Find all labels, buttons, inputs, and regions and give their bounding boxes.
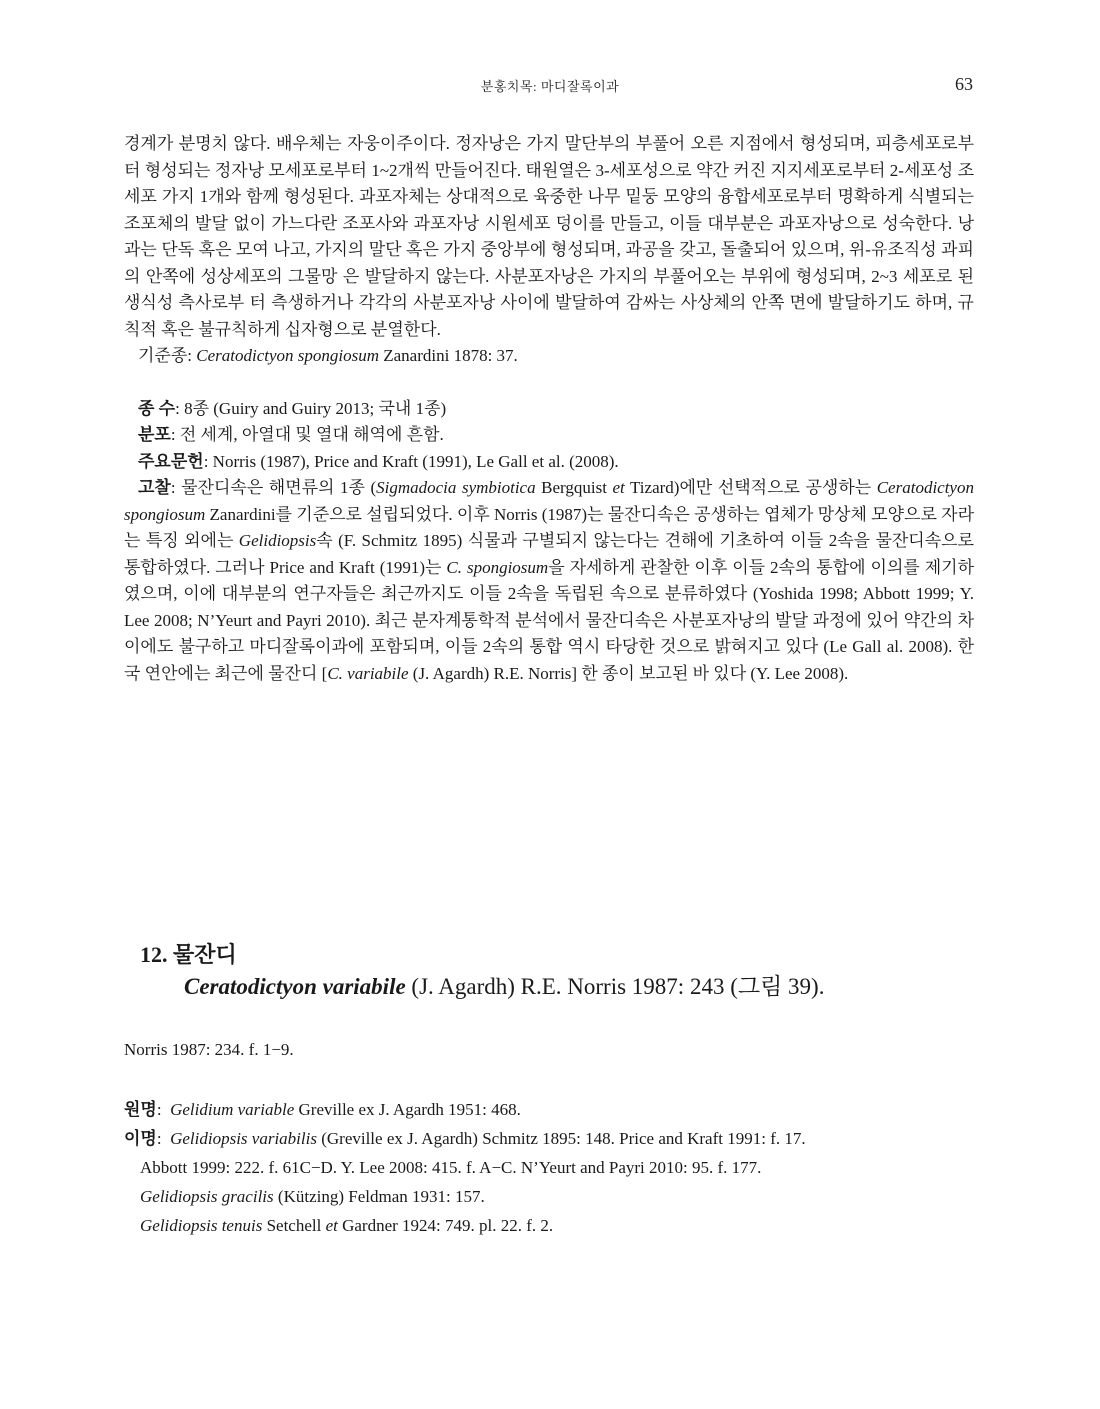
remarks-italic-term: C. spongiosum xyxy=(446,557,549,577)
remarks xyxy=(124,475,974,687)
distribution-label: 분포 xyxy=(138,425,171,444)
remarks-italic-term: C. variabile xyxy=(327,663,409,683)
remarks-text-segment: (J. Agardh) R.E. Norris] 한 종이 보고된 바 있다 (Y. Lee 2008). xyxy=(408,663,849,683)
remarks-text-segment: 을 자세하게 관찰한 이후 이들 2속의 통합에 이의를 제기하였으며, 이에 대부분의 연구자들은 최근까지도 이들 2속을 독립된 속으로 분류하였다 (Yoshida 1998; Abbott 1999; Y. Lee 2008; N’Yeurt and Payri 2010). 최근 분자계통학적 분석에서 물잔디속은 사분포자낭의 발달 과정에 있어 약간의 차이에도 불구하고 마디잘록이과에 포함되며, 이들 2속의 통합 역시 타당한 것으로 밝혀지고 있다 (Le Gall al. 2008). 한국 연안에는 최근에 물잔디 [ xyxy=(124,557,975,683)
synonymy xyxy=(124,1095,984,1240)
synonym-authority: (Greville ex J. Agardh) Schmitz 1895: 148. Price and Kraft 1991: f. 17. xyxy=(316,1129,806,1148)
synonym-authority: Setchell xyxy=(262,1216,326,1235)
basionym: 원명: Gelidium variable Greville ex J. Agardh 1951: 468. xyxy=(124,1100,521,1119)
page-number: 63 xyxy=(955,74,973,94)
text-line: 덩이를 만들고, 이들 대부분은 과포자낭으로 성숙한다. 낭과는 단독 혹은 모여 나고, 가지의 말단 혹은 xyxy=(124,213,974,259)
remarks-italic-term: Gelidiopsis xyxy=(238,531,317,550)
remarks-text-segment: Zanardini를 기준으로 설립되었다. 이후 Norris (1987)는 물잔디속은 공생하는 엽체가 망상체 모양으로 자라는 특징 외에는 xyxy=(124,504,974,550)
remarks-text-segment: 속 (F. Schmitz 1895) 식물과 구별되지 않는다는 견해에 기초하여 이들 2속을 물잔디속으로 통합하였다. 그러나 Price and Kraft (1991)는 xyxy=(124,531,974,577)
species-number-title: 12. 물잔디 xyxy=(140,942,237,967)
synonym-1-continued: Abbott 1999: 222. f. 61C−D. Y. Lee 2008: 415. f. A−C. N’Yeurt and Payri 2010: 95. f. 177. xyxy=(140,1158,762,1177)
text-line: 가지 중앙부에 형성되며, 과공을 갖고, 돌출되어 있으며, 위-유조직성 과피의 안쪽에 성상세포의 그물망 xyxy=(124,240,974,286)
text-line: 은 발달하지 않는다. 사분포자낭은 가지의 부풀어오는 부위에 형성되며, 2~3 세포로 된 생식성 측사로부 xyxy=(124,266,974,312)
synonym-authority: (Kützing) Feldman 1931: 157. xyxy=(273,1187,485,1206)
text-line: 터 측생하거나 각각의 사분포자낭 사이에 발달하여 감싸는 사상체의 안쪽 면에 발달하기도 하며, 규칙적 xyxy=(124,293,974,339)
text-line: 지지세포로부터 2-세포성 조세포 가지 1개와 함께 형성된다. 과포자체는 상대적으로 육중한 나무 밑둥 xyxy=(124,160,974,206)
species-scientific-name: Ceratodictyon variabile xyxy=(184,974,406,999)
remarks-italic-term: et xyxy=(612,478,625,497)
synonym-name: Gelidiopsis gracilis xyxy=(140,1187,274,1206)
remarks-text-segment: : 물잔디속은 해면류의 1종 ( xyxy=(170,478,377,497)
distribution xyxy=(124,422,974,449)
type-species-authority: Zanardini 1878: 37. xyxy=(383,346,518,365)
type-species-label: 기준종: xyxy=(138,346,192,365)
synonym-name: Gelidiopsis variabilis xyxy=(170,1129,317,1148)
remarks-italic-term: Ceratodictyon spongiosum xyxy=(124,478,974,524)
distribution-text: : 전 세계, 아열대 및 열대 해역에 흔함. xyxy=(170,425,444,444)
species-count-text: : 8종 (Guiry and Guiry 2013; 국내 1종) xyxy=(175,398,447,418)
synonym-label: 이명 xyxy=(124,1129,157,1148)
running-head: 분홍치목: 마디잘록이과 xyxy=(480,79,620,94)
synonym-authority: Gardner 1924: 749. pl. 22. f. 2. xyxy=(337,1216,554,1235)
remarks-label: 고찰 xyxy=(138,478,171,497)
synonym-2 xyxy=(124,1182,984,1211)
remarks-text-segment: Tizard)에만 선택적으로 공생하는 xyxy=(624,478,877,497)
species-scientific-line xyxy=(140,970,980,1004)
species-heading xyxy=(140,940,980,1004)
synonym-3 xyxy=(124,1211,984,1240)
basionym-label: 원명 xyxy=(124,1100,157,1119)
text-line: 경계가 분명치 않다. 배우체는 자웅이주이다. 정자낭은 가지 말단부의 부풀어 오른 지점에서 형성되며, xyxy=(124,134,870,153)
text-line: 피층세포로부터 형성되는 정자낭 모세포로부터 1~2개씩 만들어진다. 태원열은 3-세포성으로 약간 커진 xyxy=(124,134,974,180)
basionym-authority: Greville ex J. Agardh 1951: 468. xyxy=(294,1100,521,1119)
literature-label: 주요문헌 xyxy=(138,451,204,471)
type-species xyxy=(124,343,974,370)
genus-description xyxy=(124,131,974,687)
species-authority: (J. Agardh) R.E. Norris 1987: 243 (그림 39). xyxy=(405,974,825,999)
basionym-name: Gelidium variable xyxy=(170,1100,295,1119)
text-line: 혹은 불규칙하게 십자형으로 분열한다. xyxy=(161,319,441,339)
synonym-1: 이명: Gelidiopsis variabilis (Greville ex J. Agardh) Schmitz 1895: 148. Price and Kraft 1991: f. 17. xyxy=(124,1129,806,1148)
species-count xyxy=(124,396,974,423)
original-reference: Norris 1987: 234. f. 1−9. xyxy=(124,1040,294,1059)
species-count-label: 종 수 xyxy=(138,398,176,418)
literature-text: : Norris (1987), Price and Kraft (1991), Le Gall et al. (2008). xyxy=(203,451,619,471)
remarks-italic-term: Sigmadocia symbiotica xyxy=(376,478,536,497)
remarks-text-segment: Bergquist xyxy=(535,478,613,497)
remarks-text xyxy=(124,478,974,683)
type-species-name: Ceratodictyon spongiosum xyxy=(196,346,379,365)
synonym-name: Gelidiopsis tenuis xyxy=(140,1216,263,1235)
key-literature xyxy=(124,449,974,476)
synonym-et: et xyxy=(325,1216,338,1235)
text-line: 모양의 융합세포로부터 명확하게 식별되는 조포체의 발달 없이 가느다란 조포사와 과포자낭 시원세포 xyxy=(124,187,974,233)
description-paragraph xyxy=(124,131,974,343)
